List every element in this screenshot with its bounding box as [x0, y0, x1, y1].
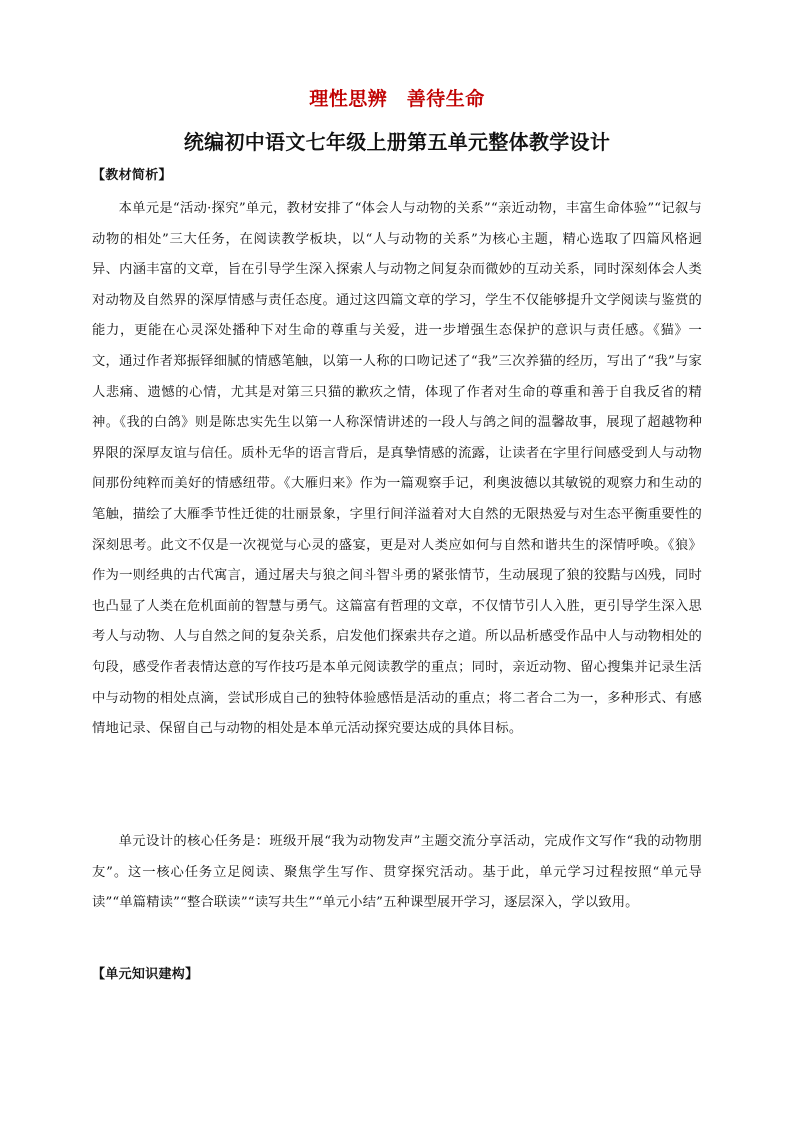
document-subtitle: 统编初中语文七年级上册第五单元整体教学设计	[183, 130, 611, 154]
section-heading-knowledge-construction: 【单元知识建构】	[92, 967, 199, 982]
paragraph-core-task: 单元设计的核心任务是：班级开展“我为动物发声”主题交流分享活动，完成作文写作“我的动物朋友”。这一核心任务立足阅读、聚焦学生写作、贯穿探究活动。基于此，单元学习过程按照“单元导读”“单篇精读”“整合联读”“读写共生”“单元小结”五种课型展开学习，逐层深入，学以致用。	[92, 834, 702, 911]
document-title: 理性思辨 善待生命	[309, 88, 485, 110]
section-heading-textbook-analysis: 【教材简析】	[92, 168, 172, 183]
paragraph-textbook-analysis: 本单元是“活动·探究”单元，教材安排了“体会人与动物的关系”“亲近动物，丰富生命体验”“记叙与动物的相处”三大任务，在阅读教学板块，以“人与动物的关系”为核心主题，精心选取了四篇风格迥异、内涵丰富的文章，旨在引导学生深入探索人与动物之间复杂而微妙的互动关系，同时深刻体会人类对动物及自然界的深厚情感与责任态度。通过这四篇文章的学习，学生不仅能够提升文学阅读与鉴赏的能力，更能在心灵深处播种下对生命的尊重与关爱，进一步增强生态保护的意识与责任感。《猫》一文，通过作者郑振铎细腻的情感笔触，以第一人称的口吻记述了“我”三次养猫的经历，写出了“我”与家人悲痛、遗憾的心情，尤其是对第三只猫的歉疚之情，体现了作者对生命的尊重和善于自我反省的精神。《我的白鸽》则是陈忠实先生以第一人称深情讲述的一段人与鸽之间的温馨故事，展现了超越物种界限的深厚友谊与信任。质朴无华的语言背后，是真挚情感的流露，让读者在字里行间感受到人与动物间那份纯粹而美好的情感纽带。《大雁归来》作为一篇观察手记，利奥波德以其敏锐的观察力和生动的笔触，描绘了大雁季节性迁徙的壮丽景象，字里行间洋溢着对大自然的无限热爱与对生态平衡重要性的深刻思考。此文不仅是一次视觉与心灵的盛宴，更是对人类应如何与自然和谐共生的深情呼唤。《狼》作为一则经典的古代寓言，通过屠夫与狼之间斗智斗勇的紧张情节，生动展现了狼的狡黠与凶残，同时也凸显了人类在危机面前的智慧与勇气。这篇富有哲理的文章，不仅情节引人入胜，更引导学生深入思考人与动物、人与自然之间的复杂关系，启发他们探索共存之道。所以品析感受作品中人与动物相处的句段，感受作者表情达意的写作技巧是本单元阅读教学的重点；同时，亲近动物、留心搜集并记录生活中与动物的相处点滴，尝试形成自己的独特体验感悟是活动的重点；将二者合二为一，多种形式、有感情地记录、保留自己与动物的相处是本单元活动探究要达成的具体目标。	[92, 201, 702, 737]
